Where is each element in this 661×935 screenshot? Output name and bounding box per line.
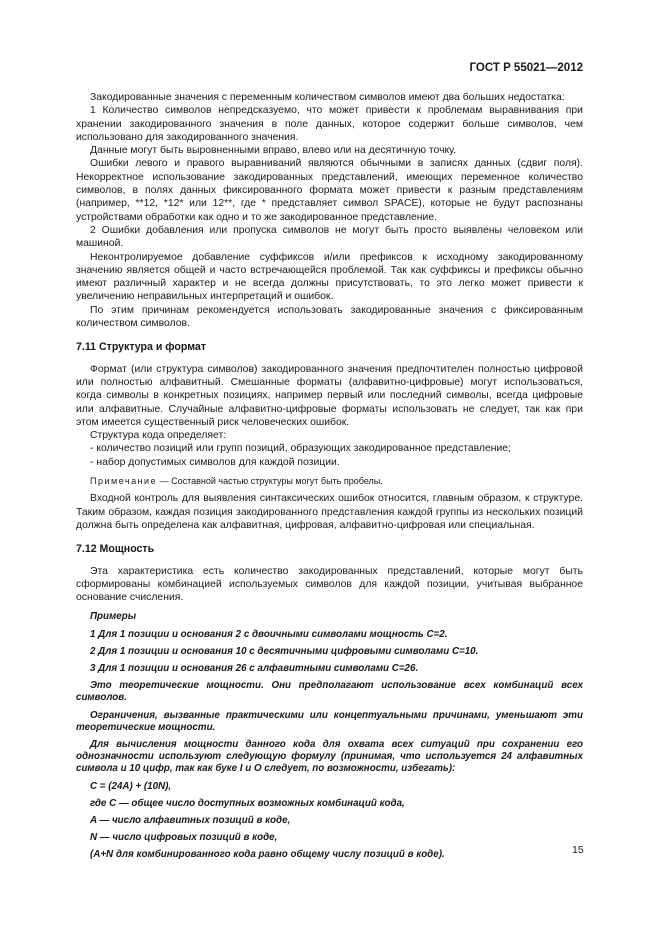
example-item: 1 Для 1 позиции и основания 2 с двоичными символами мощность C=2.: [90, 628, 448, 640]
document-number: ГОСТ Р 55021—2012: [469, 62, 583, 74]
example-item: 3 Для 1 позиции и основания 26 с алфавитными символами C=26.: [90, 663, 419, 674]
examples-title: Примеры: [90, 611, 137, 623]
example-item: 2 Для 1 позиции и основания 10 с десятичными цифровыми символами C=10.: [90, 645, 479, 657]
formula-legend: где C — общее число доступных возможных комбинаций кода,: [90, 797, 405, 809]
formula: C = (24A) + (10N),: [90, 780, 172, 792]
paragraph: Ошибки левого и правого выравниваний являются обычными в записях данных (сдвиг поля). Некорректное использование закодированных представлений, имеющих переменное количество символов, в полях данных фиксированного формата может привести к разным представлениям (например, **12, *12* или 12**, где * представляет символ SPACE), которые не будут распознаны устройствами обработки как одно и то же закодированное представление.: [76, 158, 583, 223]
document-body: [76, 91, 583, 862]
note-text: — Составной частью структуры могут быть пробелы.: [157, 476, 383, 487]
list-item: - набор допустимых символов для каждой позиции.: [90, 456, 340, 468]
formula-legend: N — число цифровых позиций в коде,: [90, 832, 278, 844]
example-text: Это теоретические мощности. Они предполагают использование всех комбинаций всех символов.: [76, 680, 583, 704]
example-text: Для вычисления мощности данного кода для охвата всех ситуаций при сохранении его однозначности используют следующую формулу (принимая, что используется 24 алфавитных символа и 10 цифр, так как буке I и O следует, по возможности, избегать):: [76, 739, 583, 775]
formula-legend: (A+N для комбинированного кода равно общему числу позиций в коде).: [90, 849, 445, 861]
paragraph: Формат (или структура символов) закодированного значения предпочтителен полностью цифровой или полностью алфавитный. Смешанные форматы (алфавитно-цифровые) могут использоваться, когда символы в конкретных позициях, например первый или последний символы, всегда цифровые или алфавитные. Случайные алфавитно-цифровые форматы использовать не следует, так как при этом имеется существенный риск человеческих ошибок.: [76, 363, 583, 428]
note-label: Примечание: [90, 476, 158, 487]
note: [76, 475, 583, 488]
paragraph: Эта характеристика есть количество закодированных представлений, которые могут быть сформированы комбинацией используемых символов для каждой позиции, учитывая выбранное основание счисления.: [76, 565, 583, 604]
section-heading-7-11: 7.11 Структура и формат: [76, 341, 207, 354]
structure-list: [76, 442, 583, 469]
formula-legend: A — число алфавитных позиций в коде,: [90, 815, 291, 827]
paragraph: По этим причинам рекомендуется использовать закодированные значения с фиксированным количеством символов.: [76, 304, 583, 330]
example-text: Ограничения, вызванные практическими или концептуальными причинами, уменьшают эти теоретические мощности.: [76, 709, 583, 733]
paragraph: Структура кода определяет:: [90, 430, 227, 442]
page-number: 15: [572, 844, 584, 856]
paragraph: Неконтролируемое добавление суффиксов и/или префиксов к исходному закодированному значению является общей и часто встречающейся проблемой. Так как суффиксы и префиксы обычно имеют различный характер и не всегда должны присутствовать, то это легко может привести к увеличению неправильных интерпретаций и ошибок.: [76, 251, 583, 303]
paragraph: 1 Количество символов непредсказуемо, что может привести к проблемам выравнивания при хранении закодированного значения в поле данных, которое содержит больше символов, чем использовано для закодированного значения.: [76, 105, 583, 143]
section-heading-7-12: 7.12 Мощность: [76, 543, 155, 556]
paragraph: 2 Ошибки добавления или пропуска символов не могут быть просто выявлены человеком или машиной.: [76, 224, 583, 250]
list-item: - количество позиций или групп позиций, образующих закодированное представление;: [90, 443, 511, 455]
paragraph: Закодированные значения с переменным количеством символов имеют два больших недостатка:: [90, 92, 565, 103]
paragraph: Данные могут быть выровненными вправо, влево или на десятичную точку.: [90, 145, 457, 157]
paragraph: Входной контроль для выявления синтаксических ошибок относится, главным образом, к структуре. Таким образом, каждая позиция закодированного представления каждой группы из нескольких позиций должна быть определена как алфавитная, цифровая, алфавитно-цифровая или специальная.: [76, 493, 583, 531]
